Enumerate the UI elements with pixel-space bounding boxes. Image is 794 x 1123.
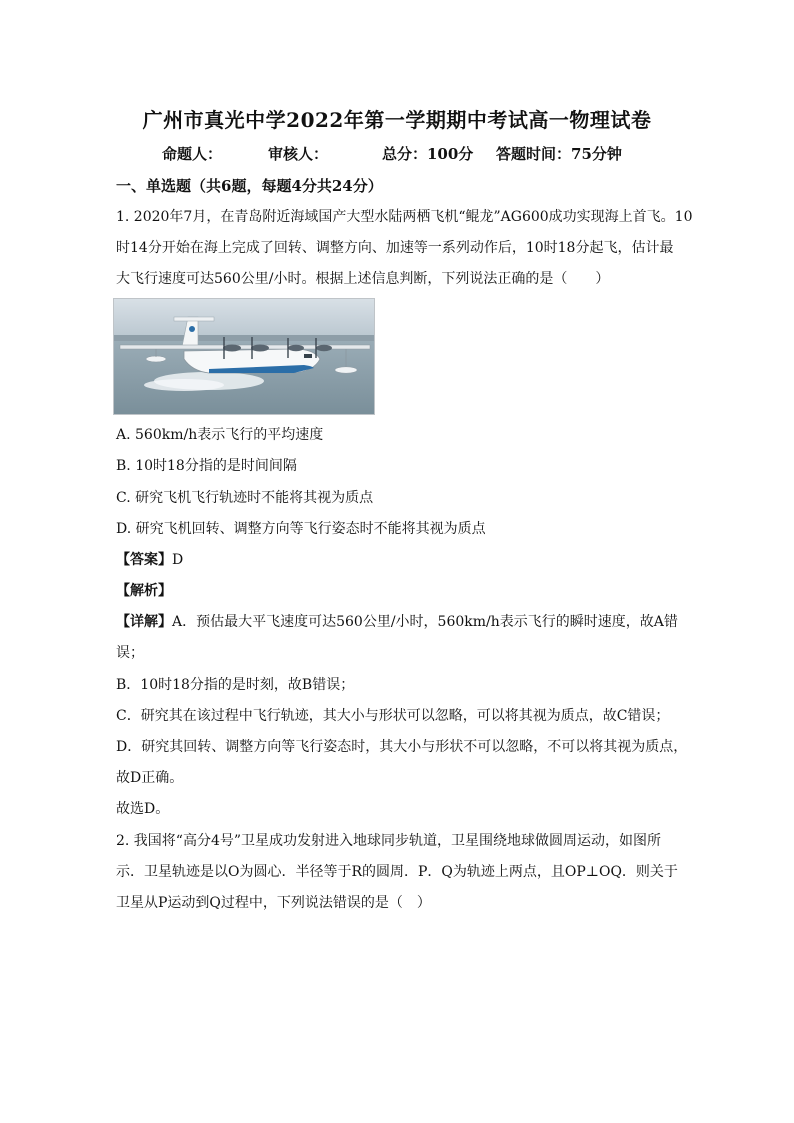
q1-detail-line: C．研究其在该过程中飞行轨迹，其大小与形状可以忽略，可以将其视为质点，故C错误； — [116, 708, 670, 724]
setter-label: 命题人： — [162, 145, 223, 163]
q2-stem-line: 卫星从P运动到Q过程中，下列说法错误的是（ ） — [116, 895, 431, 911]
detail-label: 【详解】 — [116, 614, 172, 630]
q1-detail-line: B．10时18分指的是时刻，故B错误； — [116, 677, 355, 693]
q1-detail-line: 故D正确。 — [116, 770, 184, 786]
q1-option-b: B. 10时18分指的是时间间隔 — [116, 458, 297, 474]
analysis-label: 【解析】 — [116, 583, 172, 599]
page-title: 广州市真光中学2022年第一学期期中考试高一物理试卷 — [142, 108, 652, 132]
q1-detail-line: D．研究其回转、调整方向等飞行姿态时，其大小与形状不可以忽略，不可以将其视为质点， — [116, 739, 688, 755]
q2-stem-line: 2. 我国将“高分4号”卫星成功发射进入地球同步轨道，卫星围绕地球做圆周运动，如图所 — [116, 833, 662, 849]
detail-text: A．预估最大平飞速度可达560公里/小时，560km/h表示飞行的瞬时速度，故A错 — [172, 614, 678, 630]
q1-option-a: A. 560km/h表示飞行的平均速度 — [116, 427, 324, 443]
q1-answer — [116, 550, 682, 570]
q1-detail-line — [116, 612, 682, 632]
reviewer-label: 审核人： — [268, 145, 329, 163]
q1-stem-line: 时14分开始在海上完成了回转、调整方向、加速等一系列动作后，10时18分起飞，估计最 — [116, 240, 674, 256]
q1-option-c: C. 研究飞机飞行轨迹时不能将其视为质点 — [116, 490, 374, 506]
q1-stem-line: 大飞行速度可达560公里/小时。根据上述信息判断，下列说法正确的是（ ） — [116, 271, 610, 287]
answer-value: D — [172, 552, 184, 568]
answer-label: 【答案】 — [116, 552, 172, 568]
q1-stem-line: 1. 2020年7月，在青岛附近海域国产大型水陆两栖飞机“鲲龙”AG600成功实现海上首飞。10 — [116, 209, 693, 225]
seaplane-photo — [113, 298, 375, 415]
total-score: 总分：100分 — [382, 145, 474, 163]
exam-duration: 答题时间：75分钟 — [496, 145, 622, 163]
q1-detail-line: 故选D。 — [116, 801, 170, 817]
seaplane-illustration — [114, 299, 374, 414]
section-heading: 一、单选题（共6题，每题4分共24分） — [116, 177, 383, 195]
q1-analysis — [116, 581, 682, 601]
q1-option-d: D. 研究飞机回转、调整方向等飞行姿态时不能将其视为质点 — [116, 521, 486, 537]
q1-detail-line: 误； — [116, 645, 144, 661]
q2-stem-line: 示．卫星轨迹是以O为圆心．半径等于R的圆周．P．Q为轨迹上两点，且OP⊥OQ．则关于 — [116, 864, 678, 880]
